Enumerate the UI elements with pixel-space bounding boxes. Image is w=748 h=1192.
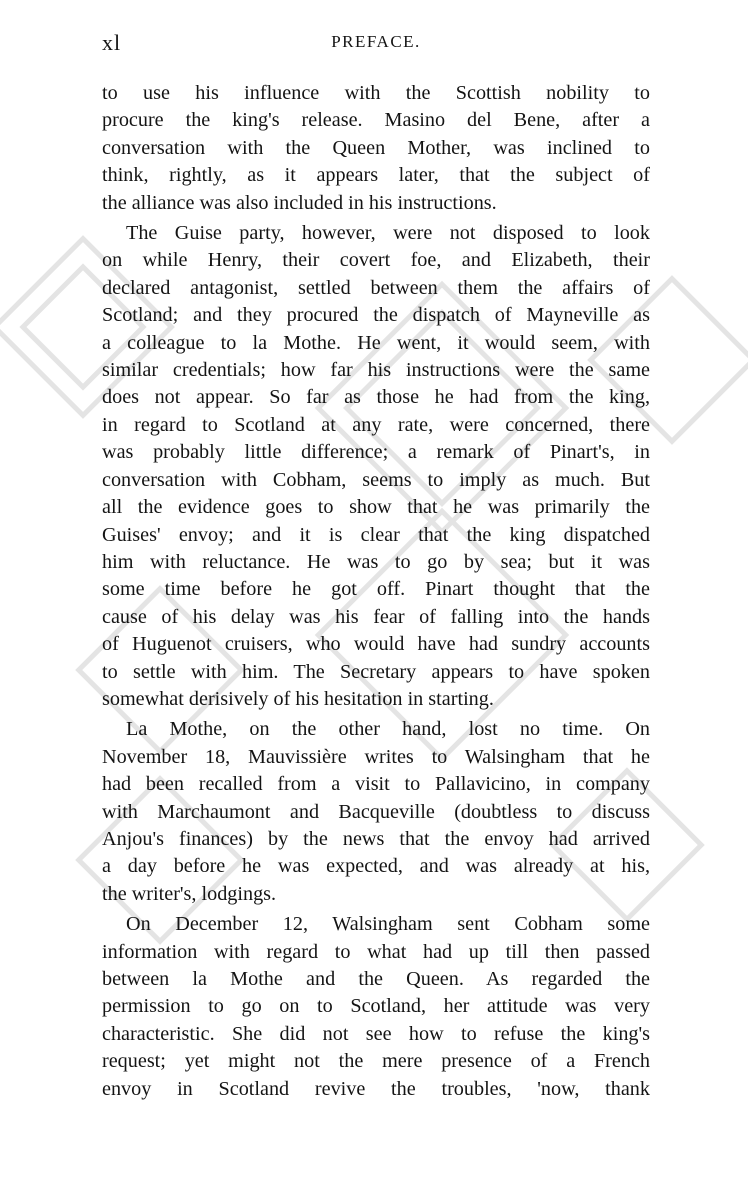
- page-number: xl: [102, 30, 122, 55]
- text-line: Guises' envoy; and it is clear that the king dispatched: [102, 523, 650, 546]
- text-line: similar credentials; how far his instructions were the same: [102, 359, 650, 382]
- text-line: a day before he was expected, and was already at his,: [102, 855, 650, 878]
- text-line: procure the king's release. Masino del Bene, after a: [102, 109, 650, 132]
- text-line: somewhat derisively of his hesitation in starting.: [102, 687, 494, 710]
- text-line: permission to go on to Scotland, her attitude was very: [102, 995, 650, 1018]
- text-line: all the evidence goes to show that he was primarily the: [102, 496, 650, 519]
- paragraph: [102, 716, 650, 908]
- text-line: Anjou's finances) by the news that the envoy had arrived: [102, 827, 650, 850]
- text-line: declared antagonist, settled between them the affairs of: [102, 276, 650, 299]
- text-line: information with regard to what had up till then passed: [102, 940, 650, 963]
- body-text: [102, 80, 650, 1106]
- paragraph: [102, 220, 650, 713]
- text-line: between la Mothe and the Queen. As regarded the: [102, 968, 650, 990]
- text-line: Scotland; and they procured the dispatch of Mayneville as: [102, 304, 650, 327]
- text-line: conversation with the Queen Mother, was inclined to: [102, 136, 650, 159]
- text-line: some time before he got off. Pinart thought that the: [102, 578, 650, 601]
- running-title: PREFACE.: [331, 32, 421, 51]
- paragraph: [102, 80, 650, 217]
- text-line: in regard to Scotland at any rate, were concerned, there: [102, 413, 650, 436]
- text-line: the alliance was also included in his instructions.: [102, 191, 497, 214]
- text-line: The Guise party, however, were not disposed to look: [126, 222, 650, 245]
- text-line: a colleague to la Mothe. He went, it would seem, with: [102, 331, 650, 354]
- text-line: the writer's, lodgings.: [102, 882, 277, 905]
- text-line: does not appear. So far as those he had from the king,: [102, 386, 650, 409]
- text-line: was probably little difference; a remark of Pinart's, in: [102, 441, 650, 464]
- text-line: characteristic. She did not see how to refuse the king's: [102, 1022, 650, 1045]
- text-line: had been recalled from a visit to Pallavicino, in company: [102, 773, 650, 796]
- running-head: [102, 30, 650, 60]
- text-line: to settle with him. The Secretary appears to have spoken: [102, 660, 650, 683]
- text-line: request; yet might not the mere presence of a French: [102, 1050, 650, 1073]
- text-line: on while Henry, their covert foe, and Elizabeth, their: [102, 249, 650, 272]
- text-line: cause of his delay was his fear of falling into the hands: [102, 605, 650, 628]
- text-line: November 18, Mauvissière writes to Walsingham that he: [102, 745, 650, 768]
- text-line: of Huguenot cruisers, who would have had sundry accounts: [102, 633, 650, 656]
- text-line: think, rightly, as it appears later, that the subject of: [102, 164, 650, 187]
- text-line: to use his influence with the Scottish nobility to: [102, 82, 650, 104]
- text-line: On December 12, Walsingham sent Cobham some: [126, 913, 650, 936]
- text-line: conversation with Cobham, seems to imply as much. But: [102, 468, 650, 491]
- paragraph: [102, 911, 650, 1103]
- text-line: envoy in Scotland revive the troubles, 'now, thank: [102, 1077, 650, 1100]
- text-line: La Mothe, on the other hand, lost no time. On: [126, 718, 650, 741]
- text-line: him with reluctance. He was to go by sea; but it was: [102, 550, 650, 573]
- text-line: with Marchaumont and Bacqueville (doubtless to discuss: [102, 800, 650, 823]
